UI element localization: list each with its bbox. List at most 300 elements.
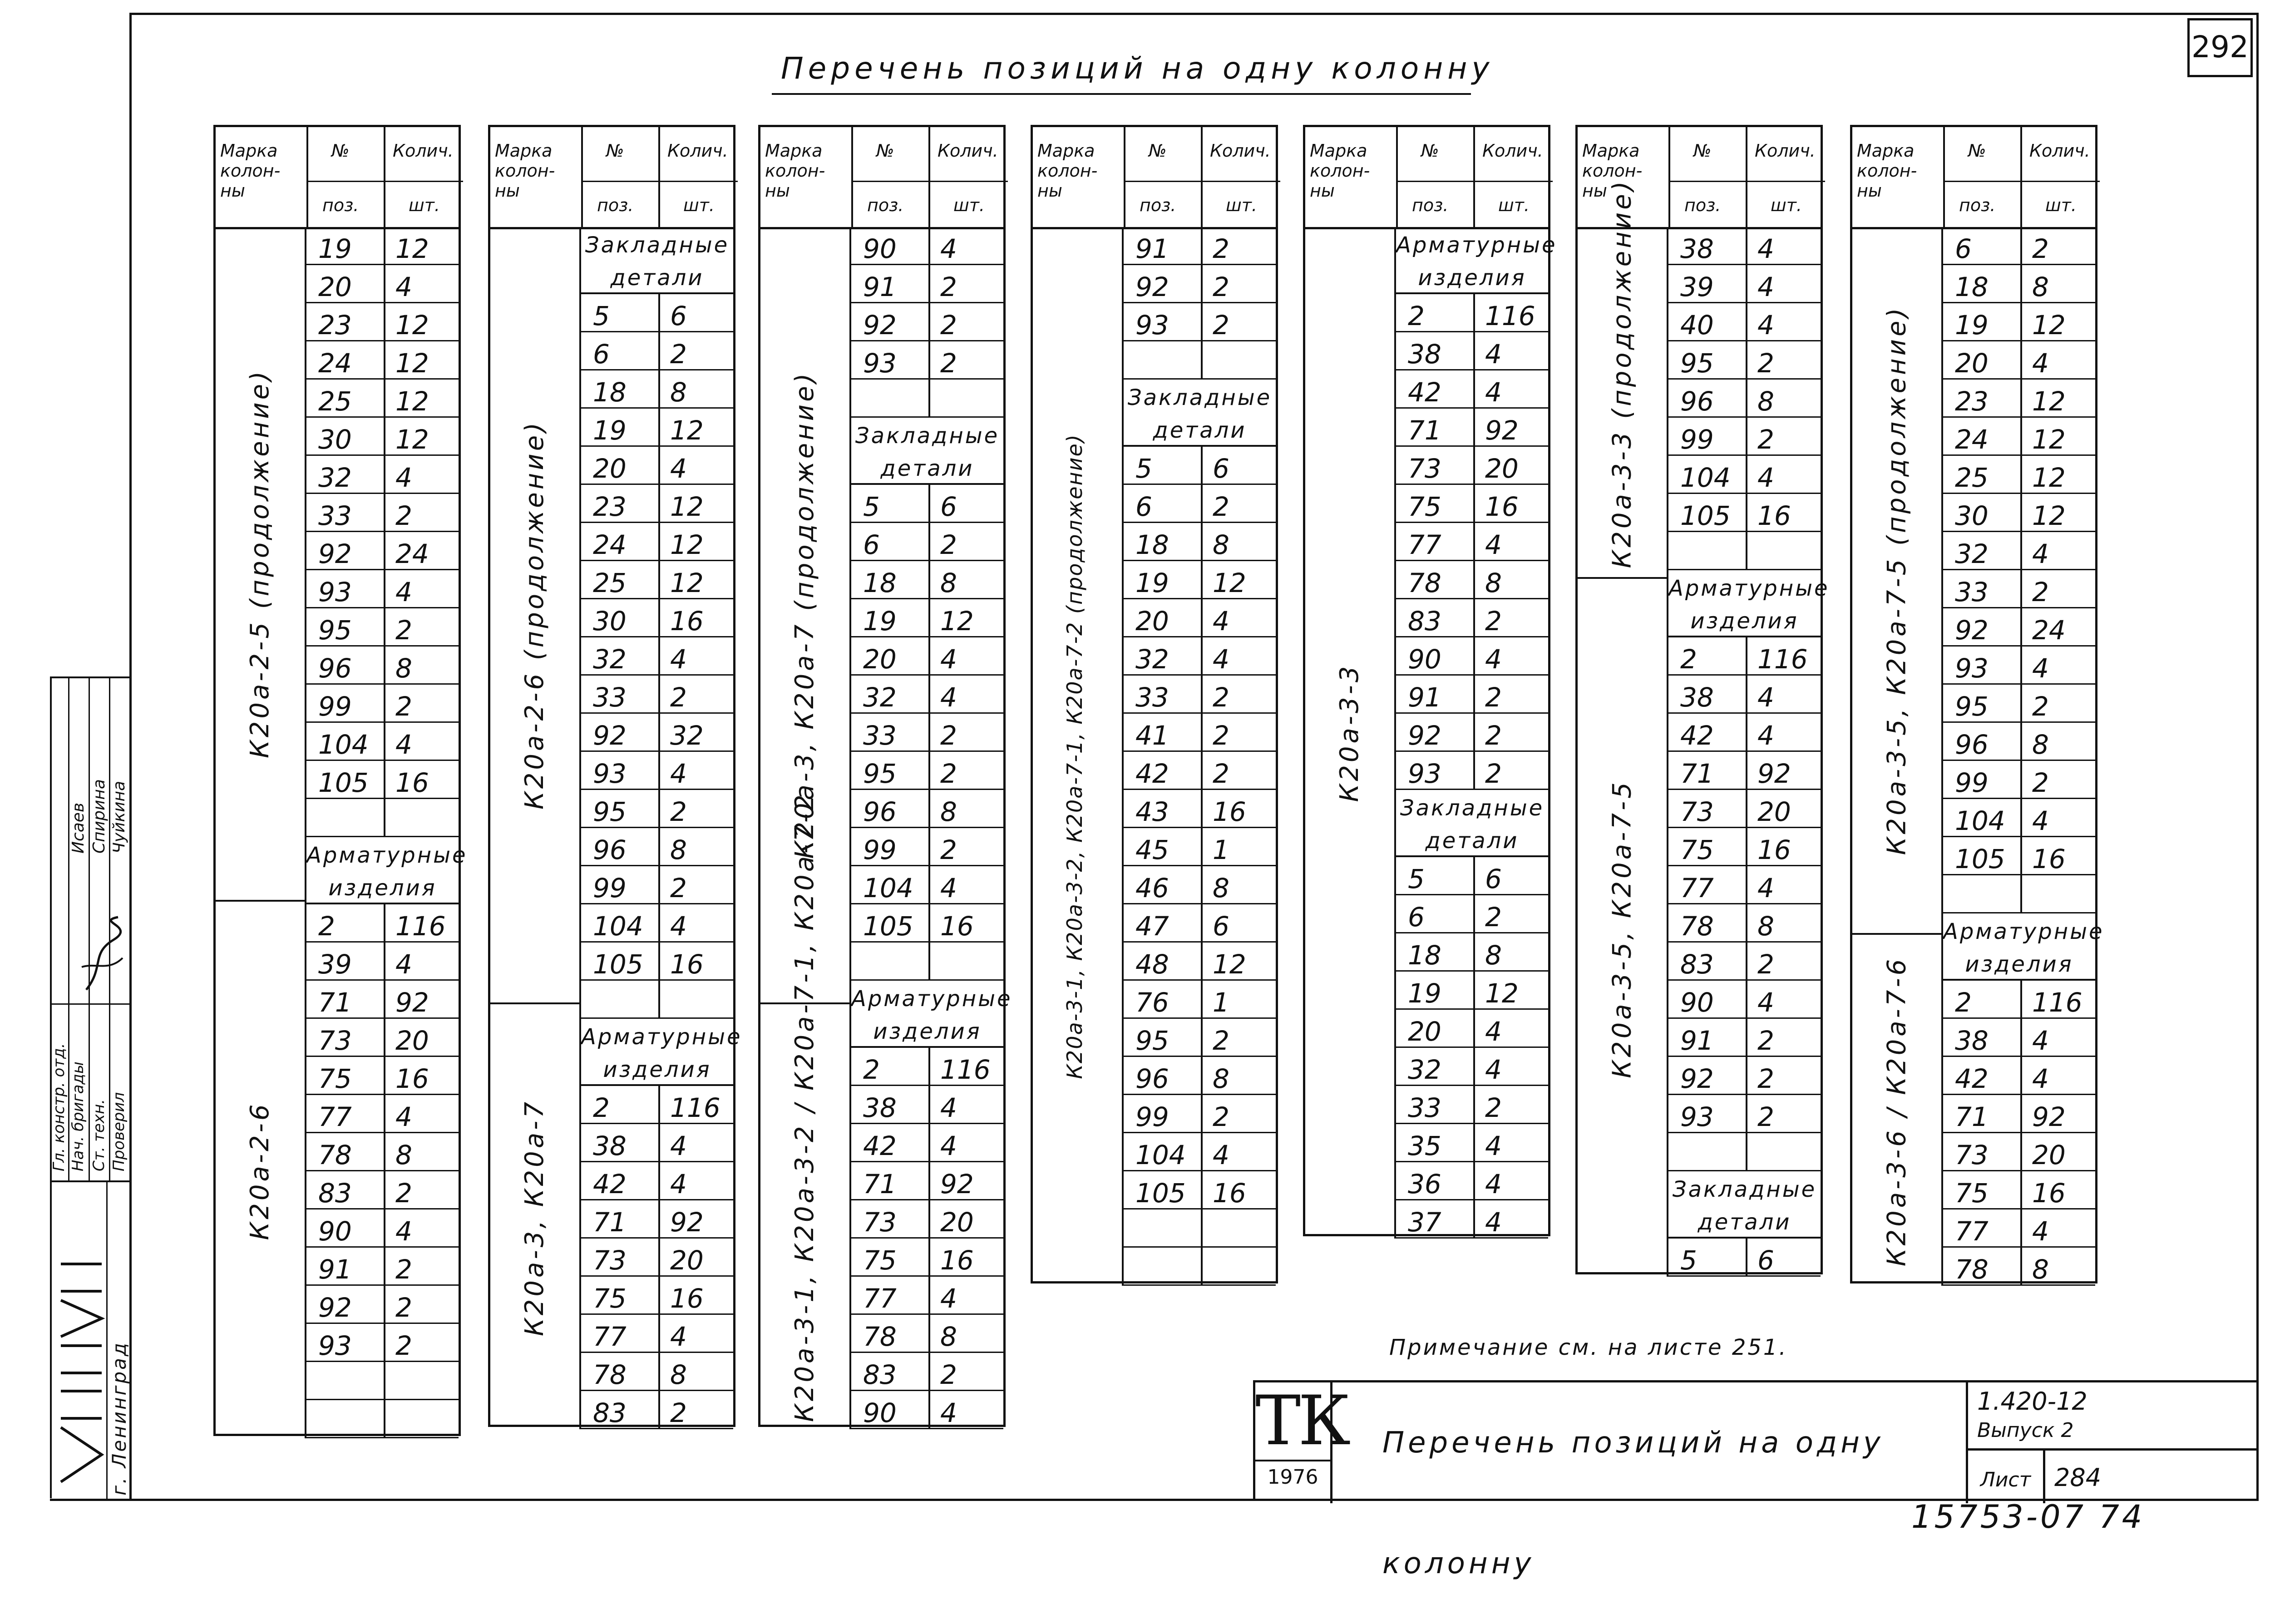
header-qty-bottom: шт.: [1498, 195, 1530, 215]
cell-divider: [1201, 676, 1203, 714]
cell-divider: [658, 676, 660, 714]
cell-divider: [658, 294, 660, 332]
position-number: 2: [318, 911, 335, 942]
table-header: [1033, 127, 1276, 229]
quantity: 4: [1485, 1130, 1502, 1161]
table-row: [306, 341, 459, 380]
position-number: 71: [863, 1169, 897, 1199]
table-row: [1396, 1162, 1548, 1200]
quantity: 8: [395, 653, 412, 684]
quantity: 8: [1485, 940, 1502, 971]
table-row: [1943, 1248, 2095, 1286]
quantity: 2: [1213, 310, 1229, 341]
cell-divider: [1473, 714, 1475, 752]
table-row: [851, 1124, 1003, 1162]
cell-divider: [384, 456, 385, 494]
cell-divider: [658, 904, 660, 943]
cell-divider: [658, 981, 660, 1019]
quantity: 116: [1485, 301, 1535, 331]
cell-divider: [1746, 828, 1747, 866]
table-row: [306, 904, 459, 943]
cell-divider: [658, 332, 660, 370]
table-row: [1124, 1209, 1276, 1248]
position-number: 38: [1955, 1025, 1989, 1056]
cell-divider: [1473, 676, 1475, 714]
header-pos-top: №: [1693, 141, 1712, 161]
quantity: [2020, 875, 2095, 913]
position-number: 2: [593, 1092, 610, 1123]
quantity: 8: [1213, 529, 1229, 560]
cell-divider: [928, 303, 930, 341]
quantity: [1201, 341, 1276, 380]
position-number: 73: [1408, 453, 1441, 484]
cell-divider: [1201, 303, 1203, 341]
position-number: 24: [593, 529, 627, 560]
table-column-2: [488, 125, 742, 1428]
stamp-sheet: [1968, 1451, 2259, 1503]
position-number: 92: [593, 720, 627, 751]
table-row: [1668, 227, 1821, 265]
header-divider: [2020, 127, 2022, 227]
table-row: [581, 1277, 733, 1315]
quantity: 4: [670, 1169, 687, 1199]
cell-divider: [2020, 875, 2022, 913]
quantity: 4: [1213, 606, 1229, 637]
position-number: 95: [1135, 1025, 1169, 1056]
cell-divider: [384, 685, 385, 723]
quantity: 2: [395, 1254, 412, 1285]
quantity: 12: [395, 233, 429, 264]
cell-divider: [2020, 608, 2022, 647]
table-row: [1124, 1095, 1276, 1133]
table-row: [1943, 685, 2095, 723]
position-number: 40: [1680, 310, 1714, 341]
table-row: [1124, 828, 1276, 866]
table-row: [1668, 303, 1821, 341]
position-number: 18: [863, 568, 897, 598]
position-number: 38: [863, 1092, 897, 1123]
column-mark-label: К20а-3-3: [1335, 663, 1364, 802]
table-row: [851, 943, 1003, 981]
table-row: [1124, 752, 1276, 790]
cell-divider: [1201, 599, 1203, 637]
table-row: [581, 1353, 733, 1391]
cell-divider: [384, 943, 385, 981]
position-number: 91: [1680, 1025, 1714, 1056]
position-number: 33: [1135, 682, 1169, 713]
quantity: [384, 1362, 459, 1400]
quantity: 92: [1485, 415, 1519, 446]
table-row: [581, 294, 733, 332]
table-row: [1396, 409, 1548, 447]
position-number: 75: [318, 1063, 352, 1094]
quantity: 4: [2032, 538, 2049, 569]
quantity: 12: [670, 491, 704, 522]
table-row: [1124, 790, 1276, 828]
column-mark-label: К20а-3-5, К20а-7-5 (продолжение): [1882, 305, 1911, 855]
quantity: 12: [2032, 462, 2066, 493]
quantity: 16: [1757, 834, 1791, 865]
cell-divider: [928, 227, 930, 265]
table-row: [581, 1162, 733, 1200]
quantity: 2: [2032, 233, 2049, 264]
archive-code: 15753-07 74: [1911, 1498, 2145, 1535]
page-number: 292: [2187, 18, 2253, 77]
position-number: 99: [1135, 1101, 1169, 1132]
quantity: 116: [1757, 644, 1808, 675]
quantity: 4: [395, 271, 412, 302]
table-row: [1943, 837, 2095, 875]
quantity: 20: [1485, 453, 1519, 484]
table-row: [851, 1315, 1003, 1353]
quantity: 4: [940, 233, 957, 264]
cell-divider: [928, 523, 930, 561]
table-row: [1668, 828, 1821, 866]
table-row: [1124, 866, 1276, 904]
stamp-issue: Выпуск 2: [1977, 1419, 2074, 1442]
table-row: [581, 1200, 733, 1239]
table-row: [851, 828, 1003, 866]
sig-role-4: Проверил: [110, 1092, 128, 1171]
cell-divider: [928, 790, 930, 828]
table-row: [851, 227, 1003, 265]
table-row: [1396, 637, 1548, 676]
header-mark: Марка колон- ны: [1037, 141, 1098, 201]
position-number: 2: [1955, 987, 1972, 1018]
quantity: 8: [1485, 568, 1502, 598]
quantity: 4: [2032, 653, 2049, 684]
table-row: [581, 637, 733, 676]
quantity: 4: [1757, 987, 1774, 1018]
cell-divider: [2020, 647, 2022, 685]
table-row: [1124, 637, 1276, 676]
row-rule: [581, 1428, 733, 1429]
table-row: [1943, 1133, 2095, 1171]
position-number: 75: [1680, 834, 1714, 865]
table-row: [306, 1362, 459, 1400]
position-number: 46: [1135, 873, 1169, 903]
position-number: [851, 943, 928, 981]
quantity: 2: [1213, 271, 1229, 302]
cell-divider: [928, 380, 930, 418]
cell-divider: [1201, 1095, 1203, 1133]
cell-divider: [658, 1162, 660, 1200]
table-row: [1943, 418, 2095, 456]
position-number: 41: [1135, 720, 1169, 751]
header-divider: [928, 127, 930, 227]
column-mark-label: К20а-2-6 (продолжение): [520, 420, 549, 810]
quantity: 4: [395, 1216, 412, 1247]
table-row: [581, 676, 733, 714]
table-row: [306, 570, 459, 608]
quantity: 2: [1213, 720, 1229, 751]
table-row: [1396, 1200, 1548, 1239]
table-row: [581, 1239, 733, 1277]
header-mark: Марка колон- ны: [765, 141, 825, 201]
quantity: 16: [2032, 1178, 2066, 1209]
org-sep: [106, 1182, 108, 1500]
table-row: [1943, 303, 2095, 341]
position-number: [306, 799, 384, 837]
position-number: 19: [1135, 568, 1169, 598]
position-number: 75: [593, 1283, 627, 1314]
column-mark-label: К20а-2-5 (продолжение): [245, 368, 275, 759]
table-row: [306, 1133, 459, 1171]
table-row: [1124, 599, 1276, 637]
quantity: [928, 380, 1003, 418]
position-number: 19: [863, 606, 897, 637]
table-row: [1124, 265, 1276, 303]
stamp-title: Перечень позиций на одну колонну: [1332, 1382, 1968, 1503]
position-number: 32: [1135, 644, 1169, 675]
quantity: 4: [1757, 462, 1774, 493]
table-row: [581, 1315, 733, 1353]
cell-divider: [384, 1019, 385, 1057]
header-qty-top: Колич.: [1755, 141, 1816, 161]
cell-divider: [1201, 1057, 1203, 1095]
position-number: 93: [1135, 310, 1169, 341]
position-number: 105: [1955, 844, 2005, 874]
cell-divider: [2020, 1057, 2022, 1095]
quantity: 2: [1757, 949, 1774, 980]
table-row: [581, 485, 733, 523]
table-row: [581, 904, 733, 943]
position-number: 93: [318, 1330, 352, 1361]
quantity: 2: [940, 834, 957, 865]
position-number: 105: [1680, 500, 1731, 531]
cell-divider: [384, 1057, 385, 1095]
table-row: [1124, 1057, 1276, 1095]
position-number: 75: [863, 1245, 897, 1276]
header-pos-bottom: поз.: [1412, 195, 1449, 215]
table-header: [760, 127, 1003, 229]
cell-divider: [1201, 637, 1203, 676]
quantity: 116: [670, 1092, 720, 1123]
cell-divider: [1746, 866, 1747, 904]
quantity: 4: [1485, 1016, 1502, 1047]
quantity: 4: [940, 1397, 957, 1428]
quantity: [1746, 532, 1821, 570]
table-row: [306, 1400, 459, 1438]
table-row: [1668, 981, 1821, 1019]
quantity: 24: [395, 538, 429, 569]
quantity: 8: [940, 1321, 957, 1352]
quantity: 2: [940, 529, 957, 560]
cell-divider: [658, 1353, 660, 1391]
header-pos-bottom: поз.: [597, 195, 634, 215]
position-number: 92: [1408, 720, 1441, 751]
header-mark: Марка колон- ны: [1310, 141, 1370, 201]
cell-divider: [1201, 1209, 1203, 1248]
header-qty-top: Колич.: [667, 141, 728, 161]
cell-divider: [658, 790, 660, 828]
quantity: 4: [940, 644, 957, 675]
quantity: 2: [670, 796, 687, 827]
quantity: 4: [940, 1283, 957, 1314]
position-number: 91: [1135, 233, 1169, 264]
position-number: 73: [1955, 1140, 1989, 1170]
cell-divider: [1473, 599, 1475, 637]
position-number: 20: [318, 271, 352, 302]
stamp-logo: [1255, 1382, 1348, 1503]
table-row: [1943, 1209, 2095, 1248]
position-number: 95: [1955, 691, 1989, 722]
cell-divider: [658, 485, 660, 523]
table-row: [1396, 972, 1548, 1010]
quantity: 4: [1213, 644, 1229, 675]
quantity: 1: [1213, 987, 1229, 1018]
column-mark-label: К20а-3-1, К20а-3-2, К20а-7-1, К20а-7-2 (продолжение): [1062, 434, 1087, 1079]
position-number: 96: [1955, 729, 1989, 760]
quantity: 6: [1485, 864, 1502, 894]
cell-divider: [384, 1095, 385, 1133]
cell-divider: [384, 904, 385, 943]
header-rule: [1396, 181, 1553, 182]
position-number: 77: [593, 1321, 627, 1352]
table-row: [1943, 1057, 2095, 1095]
cell-divider: [1201, 714, 1203, 752]
table-row: [1668, 904, 1821, 943]
cell-divider: [2020, 837, 2022, 875]
position-number: 6: [1135, 491, 1152, 522]
stamp-year: 1976: [1255, 1460, 1330, 1493]
position-number: [1124, 341, 1201, 380]
position-number: 25: [593, 568, 627, 598]
table-row: [306, 1095, 459, 1133]
cell-divider: [658, 828, 660, 866]
position-number: 91: [863, 271, 897, 302]
table-row: [306, 799, 459, 837]
table-row: [1668, 341, 1821, 380]
position-number: 104: [1955, 805, 2005, 836]
header-rule: [581, 181, 738, 182]
cell-divider: [2020, 761, 2022, 799]
org-block: [50, 1180, 132, 1498]
cell-divider: [384, 1248, 385, 1286]
position-number: 20: [593, 453, 627, 484]
table-row: [1943, 1171, 2095, 1209]
position-number: 96: [318, 653, 352, 684]
quantity: 2: [940, 720, 957, 751]
table-row: [1124, 447, 1276, 485]
table-row: [1668, 866, 1821, 904]
table-row: [1943, 981, 2095, 1019]
quantity: 4: [1485, 377, 1502, 408]
position-number: 19: [318, 233, 352, 264]
position-number: 83: [1680, 949, 1714, 980]
table-row: [1943, 1095, 2095, 1133]
table-header: [1852, 127, 2095, 229]
quantity: 4: [2032, 348, 2049, 379]
position-number: [306, 1362, 384, 1400]
approval-strip: [50, 676, 132, 1180]
frame-right: [2256, 13, 2259, 1501]
table-row: [581, 523, 733, 561]
cell-divider: [928, 866, 930, 904]
table-row: [306, 532, 459, 570]
position-number: 6: [593, 339, 610, 370]
quantity: 16: [670, 949, 704, 980]
cell-divider: [928, 1124, 930, 1162]
cell-divider: [928, 943, 930, 981]
cell-divider: [2020, 1019, 2022, 1057]
cell-divider: [2020, 723, 2022, 761]
quantity: 4: [940, 682, 957, 713]
strip-sep: [50, 1003, 132, 1005]
quantity: 4: [2032, 1063, 2049, 1094]
table-column-7: [1850, 125, 2104, 1285]
header-pos-top: №: [876, 141, 894, 161]
cell-divider: [1473, 523, 1475, 561]
header-rule: [851, 181, 1008, 182]
quantity: 2: [395, 1330, 412, 1361]
cell-divider: [2020, 494, 2022, 532]
quantity: 20: [670, 1245, 704, 1276]
table-row: [306, 456, 459, 494]
cell-divider: [1746, 714, 1747, 752]
cell-divider: [1473, 1200, 1475, 1239]
cell-divider: [2020, 1209, 2022, 1248]
position-number: 104: [863, 873, 913, 903]
table-row: [1124, 1171, 1276, 1209]
quantity: 2: [1213, 758, 1229, 789]
table-row: [1668, 418, 1821, 456]
cell-divider: [1201, 904, 1203, 943]
position-number: 2: [1408, 301, 1425, 331]
header-qty-bottom: шт.: [2045, 195, 2077, 215]
position-number: 83: [1408, 606, 1441, 637]
cell-divider: [928, 1277, 930, 1315]
quantity: 16: [2032, 844, 2066, 874]
quantity: 16: [1213, 796, 1246, 827]
quantity: 32: [670, 720, 704, 751]
quantity: 2: [1213, 491, 1229, 522]
table-row: [1943, 265, 2095, 303]
position-number: 38: [1680, 682, 1714, 713]
quantity: 12: [2032, 500, 2066, 531]
table-row: [1943, 456, 2095, 494]
position-number: 99: [863, 834, 897, 865]
cell-divider: [1201, 1133, 1203, 1171]
table-row: [306, 981, 459, 1019]
position-number: 25: [1955, 462, 1989, 493]
cell-divider: [1201, 265, 1203, 303]
cell-divider: [928, 1048, 930, 1086]
table-row: [1943, 494, 2095, 532]
table-row: [1396, 1124, 1548, 1162]
position-number: 92: [1135, 271, 1169, 302]
quantity: 2: [670, 339, 687, 370]
position-number: [1124, 1248, 1201, 1286]
header-divider: [1473, 127, 1475, 227]
quantity: 116: [2032, 987, 2082, 1018]
table-row: [1943, 380, 2095, 418]
header-pos-bottom: поз.: [867, 195, 904, 215]
position-number: 18: [1408, 940, 1441, 971]
quantity: 4: [1757, 873, 1774, 903]
table-row: [1943, 723, 2095, 761]
cell-divider: [2020, 570, 2022, 608]
table-row: [1396, 599, 1548, 637]
header-qty-bottom: шт.: [409, 195, 440, 215]
section-heading: Арматурные изделия: [581, 1019, 733, 1086]
cell-divider: [1201, 523, 1203, 561]
table-row: [851, 790, 1003, 828]
quantity: 92: [395, 987, 429, 1018]
quantity: 1: [1213, 834, 1229, 865]
table-row: [581, 409, 733, 447]
position-number: 23: [318, 310, 352, 341]
